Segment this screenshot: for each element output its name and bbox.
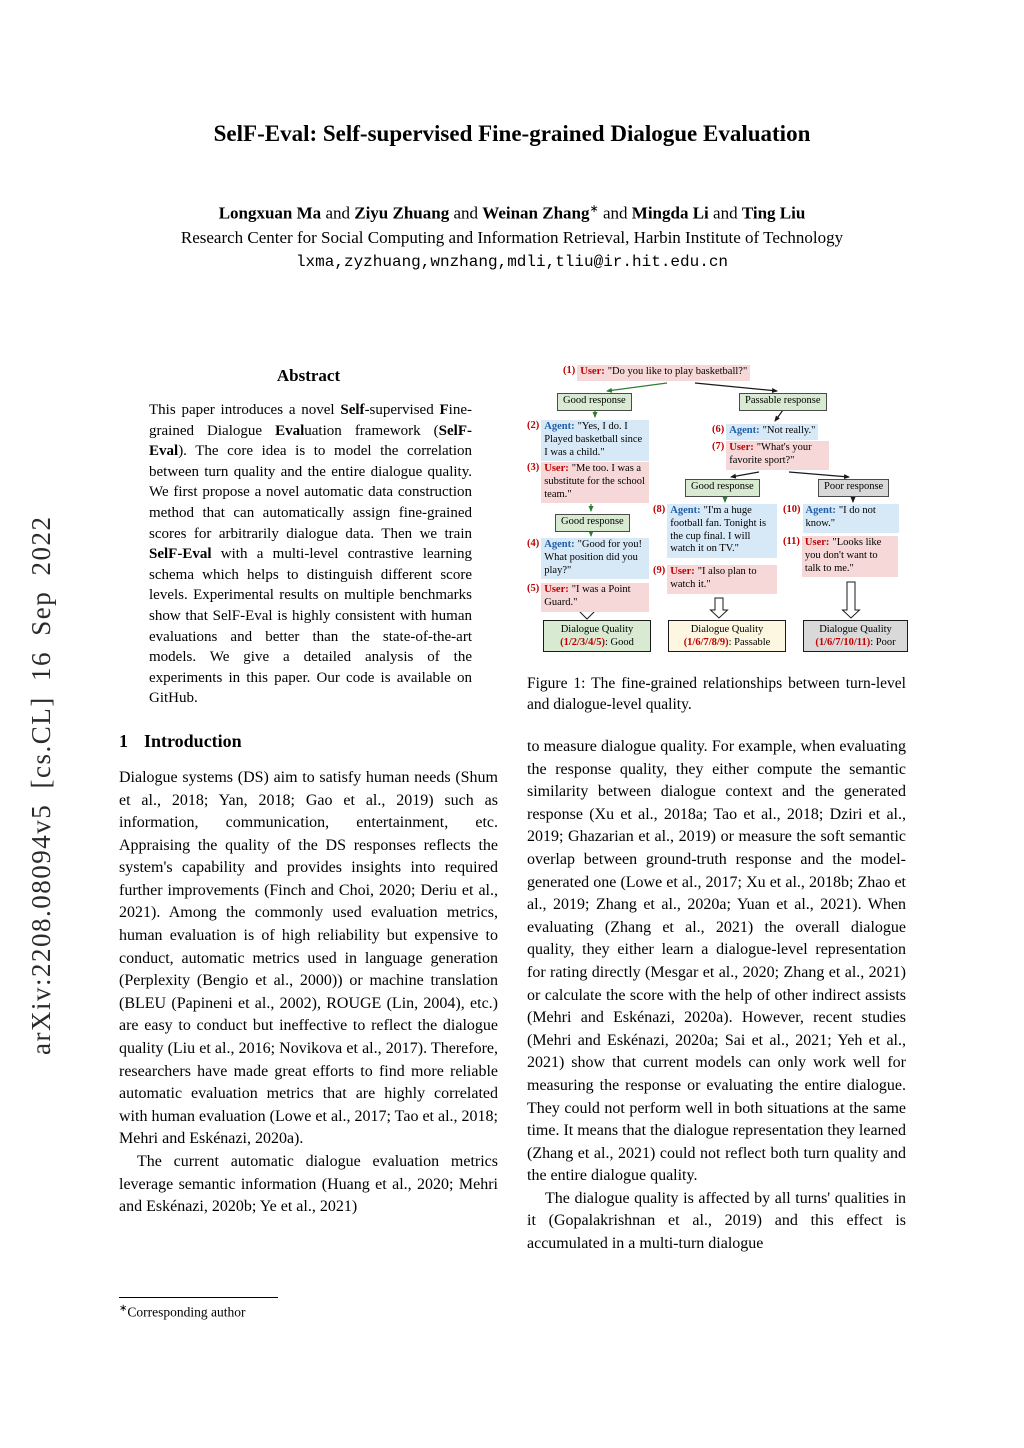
fig-message-9-speaker: User: — [670, 566, 695, 577]
fig-message-10-text: "I do not know." — [805, 505, 876, 529]
authors-line: Longxuan Ma and Ziyu Zhuang and Weinan Zhang∗ and Mingda Li and Ting Liu — [218, 203, 806, 223]
fig-message-3-text: "Me too. I was a substitute for the school team." — [544, 463, 645, 500]
quality-box-passable-score — [671, 636, 783, 649]
fig-message-5-speaker: User: — [544, 584, 569, 595]
quality-box-good — [543, 620, 651, 652]
fig-message-10-speaker: Agent: — [805, 505, 836, 516]
response-label-good-2: Good response — [555, 514, 630, 532]
email-line: lxma,zyzhuang,wnzhang,mdli,tliu@ir.hit.edu.cn — [295, 253, 729, 271]
fig-message-8-speaker: Agent: — [670, 505, 701, 516]
quality-box-passable — [668, 620, 786, 652]
quality-box-poor-ids: (1/6/7/10/11) — [815, 637, 871, 648]
fig-message-6-bubble — [726, 424, 818, 440]
fig-message-7-text: "What's your favorite sport?" — [729, 442, 812, 466]
fig-message-5-number: (5) — [527, 583, 540, 594]
fig-message-10 — [783, 504, 899, 533]
quality-box-good-title: Dialogue Quality — [560, 624, 634, 635]
paper-title: SelF-Eval: Self-supervised Fine-grained Dialogue Evaluation — [213, 121, 811, 146]
response-label-passable: Passable response — [739, 393, 827, 411]
block-arrow-down-poor — [843, 582, 860, 618]
fig-message-10-bubble — [803, 504, 899, 533]
left-column — [119, 360, 498, 1219]
abstract-heading: Abstract — [276, 366, 341, 385]
fig-message-4-bubble — [541, 538, 649, 579]
quality-box-passable-ids: (1/6/7/8/9) — [683, 637, 729, 648]
fig-message-3-bubble — [541, 462, 649, 503]
fig-message-2-number: (2) — [527, 420, 540, 431]
arxiv-stamp: arXiv:2208.08094v5 [cs.CL] 16 Sep 2022 — [26, 515, 56, 1055]
fig-message-3-number: (3) — [527, 462, 540, 473]
fig-message-5-text: "I was a Point Guard." — [544, 584, 631, 608]
right-paragraph-2: The dialogue quality is affected by all turns' qualities in it (Gopalakrishnan et al., 2019) and this effect is accumulated in a multi-turn dialogue — [527, 1189, 906, 1253]
fig-message-8-text: "I'm a huge football fan. Tonight is the cup final. I will watch it on TV." — [670, 505, 767, 555]
section-heading-introduction — [119, 731, 498, 752]
abstract-body: This paper introduces a novel Self-supervised Fine-grained Dialogue Evaluation framework (SelF-Eval). The core idea is to model the correlation between turn quality and the entire dialogue quality. We first propose a novel automatic data construction method that can automatically assign fine-grained scores for arbitrarily dialogue data. Then we train SelF-Eval with a multi-level contrastive learning schema which helps to distinguish different score levels. Experimental results on multiple benchmarks show that SelF-Eval is highly consistent with human evaluations and better than the state-of-the-art models. We give a detailed analysis of the experiments in this paper. Our code is available on GitHub. — [149, 402, 472, 707]
fig-message-7-bubble — [726, 441, 829, 470]
section-title: Introduction — [144, 730, 242, 751]
fig-message-5-bubble — [541, 583, 649, 612]
footnote-marker: ∗ — [119, 1303, 128, 1314]
right-paragraph-1: to measure dialogue quality. For example, when evaluating the response quality, they either compute the semantic similarity between dialogue context and the generated response (Xu et al., 2018a; Tao et al., 2018; Dziri et al., 2019; Ghazarian et al., 2019) or measure the soft semantic overlap between ground-truth response and the model-generated one (Lowe et al., 2017; Xu et al., 2018b; Zhao et al., 2019; Zhang et al., 2020a; Yuan et al., 2021). When evaluating (Zhang et al., 2021) the overall dialogue quality, they either learn a dialogue-level representation for rating directly (Mesgar et al., 2020; Zhang et al., 2021) or calculate the score with the help of other indirect assists (Mehri and Eskénazi, 2020a). However, recent studies (Mehri and Eskénazi, 2020a; Sai et al., 2021; Yeh et al., 2021) show that current models can only work well for measuring the response or evaluating the entire dialogue. They could not perform well in both situations at the same time. It means that the dialogue representation they learned (Zhang et al., 2021) could not reflect both turn quality and the entire dialogue quality. — [527, 738, 906, 1185]
fig-message-4 — [527, 538, 649, 579]
fig-message-2-bubble — [541, 420, 649, 461]
fig-message-4-speaker: Agent: — [544, 539, 575, 550]
fig-message-6-number: (6) — [712, 424, 725, 435]
fig-message-2-text: "Yes, I do. I Played basketball since I was a child." — [544, 421, 643, 458]
fig-message-3 — [527, 462, 649, 503]
response-label-good-3: Good response — [685, 479, 760, 497]
fig-message-4-text: "Good for you! What position did you play?" — [544, 539, 642, 576]
fig-message-9-number: (9) — [653, 565, 666, 576]
fig-message-1-number: (1) — [563, 365, 576, 376]
fig-message-1-text: "Do you like to play basketball?" — [607, 366, 748, 377]
intro-paragraph-2: The current automatic dialogue evaluation metrics leverage semantic information (Huang et al., 2020; Mehri and Eskénazi, 2020b; Ye et al., 2021) — [119, 1153, 498, 1216]
fig-message-1 — [563, 365, 750, 381]
response-label-poor: Poor response — [818, 479, 889, 497]
right-column — [527, 362, 906, 1256]
affiliation-line: Research Center for Social Computing and Information Retrieval, Harbin Institute of Technology — [180, 228, 844, 247]
fig-message-7-number: (7) — [712, 441, 725, 452]
footnote — [119, 1297, 498, 1321]
fig-message-11-bubble — [802, 536, 898, 577]
quality-box-passable-title: Dialogue Quality — [690, 624, 764, 635]
quality-box-poor-score — [806, 636, 905, 649]
footnote-rule — [119, 1297, 278, 1298]
quality-box-poor-rating: : Poor — [870, 637, 896, 648]
quality-box-good-ids: (1/2/3/4/5) — [560, 637, 606, 648]
footnote-text: Corresponding author — [127, 1304, 246, 1320]
section-number: 1 — [119, 730, 128, 751]
block-arrow-down-passable — [711, 598, 728, 618]
block-arrow-down-good — [579, 611, 595, 619]
figure-1 — [527, 362, 906, 664]
quality-box-good-rating: : Good — [605, 637, 634, 648]
fig-message-1-speaker: User: — [580, 366, 605, 377]
fig-message-6 — [712, 424, 818, 440]
fig-message-11 — [783, 536, 898, 577]
fig-message-6-speaker: Agent: — [729, 425, 760, 436]
fig-message-2 — [527, 420, 649, 461]
fig-message-10-number: (10) — [783, 504, 801, 515]
fig-message-8 — [653, 504, 777, 558]
fig-message-11-text: "Looks like you don't want to talk to me." — [804, 537, 882, 574]
figure-caption: Figure 1: The fine-grained relationships between turn-level and dialogue-level quality. — [527, 675, 906, 713]
quality-box-poor — [803, 620, 908, 652]
fig-message-9-bubble — [667, 565, 777, 594]
fig-message-1-bubble — [577, 365, 750, 381]
fig-message-6-text: "Not really." — [762, 425, 816, 436]
fig-message-5 — [527, 583, 649, 612]
intro-paragraph-1: Dialogue systems (DS) aim to satisfy human needs (Shum et al., 2018; Yan, 2018; Gao et al., 2019) such as information, communication, entertainment, etc. Appraising the quality of the DS responses reflects the system's capability and provides insights into required further improvements (Finch and Choi, 2020; Deriu et al., 2021). Among the commonly used evaluation metrics, human evaluation is of high reliability but expensive to conduct, automatic metrics used in language generation (Perplexity (Bengio et al., 2000)) or machine translation (BLEU (Papineni et al., 2002), ROUGE (Lin, 2004), etc.) are easy to conduct but ineffective to reflect the dialogue quality (Liu et al., 2016; Novikova et al., 2017). Therefore, researchers have made great efforts to find more reliable automatic evaluation metrics that are highly correlated with human evaluation (Lowe et al., 2017; Tao et al., 2018; Mehri and Eskénazi, 2020a). — [119, 768, 498, 1148]
fig-message-7 — [712, 441, 829, 470]
fig-message-11-number: (11) — [783, 536, 800, 547]
fig-message-7-speaker: User: — [729, 442, 754, 453]
fig-message-9-text: "I also plan to watch it." — [670, 566, 757, 590]
response-label-good-1: Good response — [557, 393, 632, 411]
quality-box-passable-rating: : Passable — [728, 637, 771, 648]
fig-message-9 — [653, 565, 777, 594]
quality-box-good-score — [546, 636, 648, 649]
fig-message-8-bubble — [667, 504, 777, 558]
fig-message-2-speaker: Agent: — [544, 421, 575, 432]
fig-message-8-number: (8) — [653, 504, 666, 515]
fig-message-4-number: (4) — [527, 538, 540, 549]
fig-message-3-speaker: User: — [544, 463, 569, 474]
quality-box-poor-title: Dialogue Quality — [819, 624, 892, 635]
fig-message-11-speaker: User: — [804, 537, 830, 548]
